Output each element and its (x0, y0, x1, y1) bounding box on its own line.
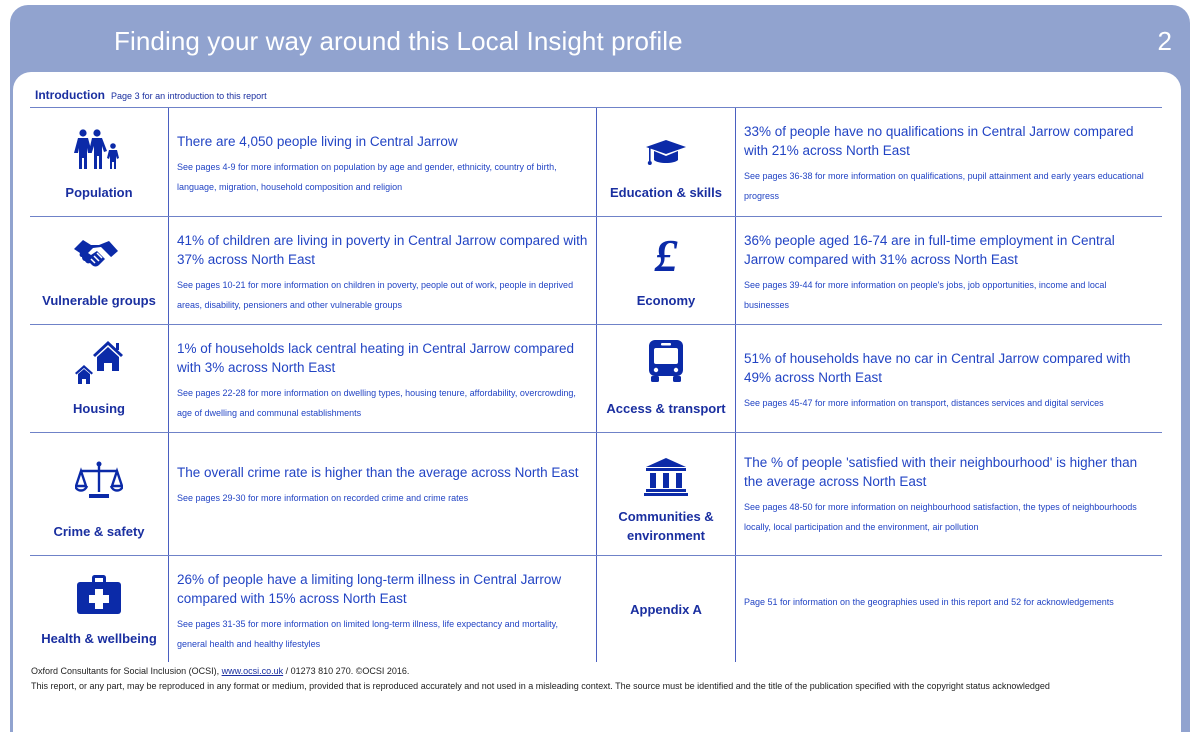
section-economy[interactable] (597, 217, 735, 324)
section-summary (168, 325, 596, 432)
civic-building-icon (644, 457, 688, 497)
page-reference: See pages 31-35 for more information on limited long-term illness, life expectancy and mortality, general health and healthy lifestyles (177, 619, 559, 649)
section-summary (735, 108, 1161, 216)
medical-kit-icon (77, 573, 121, 615)
footer (31, 664, 1050, 694)
section-summary (168, 433, 596, 555)
page-title: Finding your way around this Local Insight profile (114, 26, 683, 56)
footer-contact: / 01273 810 270. ©OCSI 2016. (285, 666, 410, 676)
page-reference: See pages 45-47 for more information on transport, distances services and digital services (744, 398, 1104, 408)
headline-stat: There are 4,050 people living in Central Jarrow (177, 134, 458, 149)
page-reference: See pages 29-30 for more information on recorded crime and crime rates (177, 493, 469, 503)
footer-credit (31, 664, 1050, 679)
sections-grid (30, 107, 1162, 662)
scales-icon (75, 460, 123, 500)
introduction-line (35, 88, 267, 102)
page-reference: See pages 22-28 for more information on dwelling types, housing tenure, affordability, overcrowding, age of dwelling and communal establishments (177, 388, 576, 418)
grid-row (30, 555, 1162, 662)
headline-stat: The % of people 'satisfied with their neighbourhood' is higher than the average across North East (744, 455, 1138, 489)
houses-icon (73, 337, 125, 385)
section-summary (735, 217, 1161, 324)
section-label: Health & wellbeing (41, 631, 157, 646)
section-communities-environment[interactable] (597, 433, 735, 555)
section-summary (168, 217, 596, 324)
section-summary (735, 433, 1161, 555)
section-housing[interactable] (30, 325, 168, 432)
grid-row (30, 216, 1162, 324)
bus-icon (646, 339, 686, 385)
headline-stat: 1% of households lack central heating in Central Jarrow compared with 3% across North East (177, 341, 574, 375)
grid-row (30, 432, 1162, 555)
graduation-cap-icon (644, 139, 688, 169)
family-icon (73, 129, 125, 169)
page-number: 2 (1157, 26, 1172, 56)
section-summary (168, 556, 596, 662)
section-label: Education & skills (610, 185, 722, 200)
headline-stat: The overall crime rate is higher than the average across North East (177, 465, 579, 480)
footer-org: Oxford Consultants for Social Inclusion (OCSI), (31, 666, 220, 676)
headline-stat: 36% people aged 16-74 are in full-time employment in Central Jarrow compared with 31% across North East (744, 233, 1115, 267)
handshake-icon (71, 237, 127, 277)
ocsi-website-link[interactable]: www.ocsi.co.uk (221, 666, 284, 676)
section-label: Vulnerable groups (42, 293, 156, 308)
section-crime-safety[interactable] (30, 433, 168, 555)
grid-row (30, 107, 1162, 216)
introduction-label: Introduction (35, 88, 105, 102)
section-label: Housing (73, 401, 125, 416)
section-appendix-a[interactable] (597, 556, 735, 662)
section-label: Access & transport (606, 401, 726, 416)
page-reference: See pages 48-50 for more information on neighbourhood satisfaction, the types of neighbourhoods locally, local participation and the environment, air pollution (744, 502, 1137, 532)
title-bar (10, 5, 1190, 75)
section-vulnerable-groups[interactable] (30, 217, 168, 324)
introduction-text: Page 3 for an introduction to this report (111, 91, 267, 101)
pound-icon: £ (654, 230, 678, 281)
section-label: Appendix A (630, 601, 702, 617)
headline-stat: 26% of people have a limiting long-term illness in Central Jarrow compared with 15% across North East (177, 572, 562, 606)
section-population[interactable] (30, 108, 168, 216)
page-reference: Page 51 for information on the geographies used in this report and 52 for acknowledgements (744, 597, 1114, 607)
headline-stat: 51% of households have no car in Central Jarrow compared with 49% across North East (744, 351, 1131, 385)
page-reference: See pages 39-44 for more information on people's jobs, job opportunities, income and local businesses (744, 280, 1107, 310)
grid-row (30, 324, 1162, 432)
section-label: Economy (636, 293, 696, 308)
headline-stat: 33% of people have no qualifications in Central Jarrow compared with 21% across North East (744, 124, 1134, 158)
section-summary (168, 108, 596, 216)
section-health-wellbeing[interactable] (30, 556, 168, 662)
section-label: Communities & environment (618, 509, 714, 543)
section-summary (735, 325, 1161, 432)
page-reference: See pages 36-38 for more information on qualifications, pupil attainment and early years educational progress (744, 171, 1144, 201)
section-summary (735, 556, 1161, 662)
page-reference: See pages 4-9 for more information on population by age and gender, ethnicity, country of birth, language, migration, household composition and religion (177, 162, 557, 192)
page-reference: See pages 10-21 for more information on children in poverty, people out of work, people in deprived areas, disability, pensioners and other vulnerable groups (177, 280, 574, 310)
section-label: Population (65, 185, 133, 200)
section-education[interactable] (597, 108, 735, 216)
headline-stat: 41% of children are living in poverty in Central Jarrow compared with 37% across North East (177, 233, 588, 267)
section-label: Crime & safety (53, 524, 145, 539)
footer-copyright-notice: This report, or any part, may be reproduced in any format or medium, provided that is reproduced accurately and not used in a misleading context. The source must be identified and the title of the publication specified with the copyright status acknowledged (31, 681, 1050, 691)
section-access-transport[interactable] (597, 325, 735, 432)
